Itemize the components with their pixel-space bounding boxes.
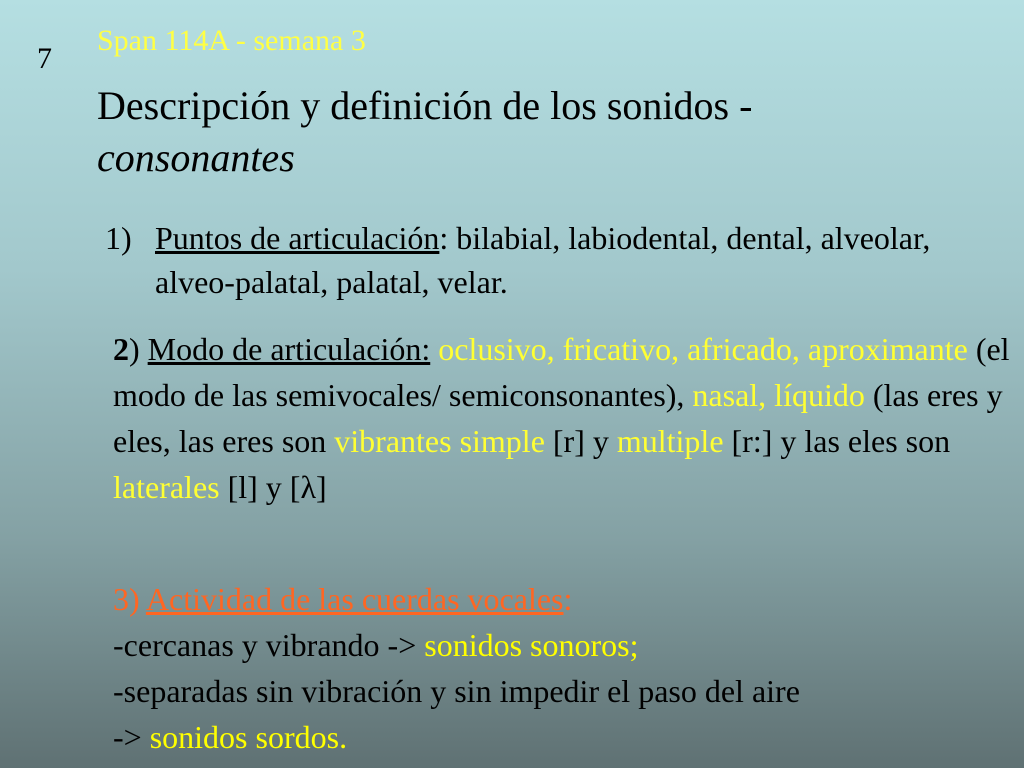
voiceless-desc: -separadas sin vibración y sin impedir el paso del aire	[113, 673, 800, 709]
voiced-label: sonidos sonoros;	[424, 627, 639, 663]
voiced-desc: -cercanas y vibrando ->	[113, 627, 425, 663]
manner-note-2: (las eres y eles, las eres son	[113, 377, 1003, 459]
voiceless-label: sonidos sordos.	[149, 719, 348, 755]
manner-note-3: [r] y	[544, 423, 617, 459]
slide-number: 7	[37, 42, 52, 75]
manner-note-4: [r:] y las eles son	[723, 423, 951, 459]
point-1-text: : bilabial, labiodental, dental, alveolar, alveo-palatal, palatal, velar.	[155, 220, 931, 300]
point-3-colon: :	[563, 581, 573, 617]
slide-title	[97, 80, 997, 184]
title-line-1: Descripción y definición de los sonidos -	[97, 83, 753, 128]
point-1-marker: 1)	[105, 220, 132, 256]
point-2-paren: )	[129, 331, 140, 367]
voiceless-arrow: ->	[113, 719, 150, 755]
point-1-heading: Puntos de articulación	[155, 220, 440, 256]
title-line-2: consonantes	[97, 135, 295, 180]
manner-vibrantes: vibrantes simple	[334, 423, 545, 459]
point-2	[113, 326, 1018, 510]
manner-laterales: laterales	[113, 469, 220, 505]
point-2-heading: Modo de articulación:	[147, 331, 431, 367]
point-3-heading: Actividad de las cuerdas vocales	[145, 581, 564, 617]
manner-note-1: (el modo de las semivocales/ semiconsonantes),	[113, 331, 1010, 413]
point-3	[113, 576, 1018, 760]
point-1	[105, 216, 1005, 304]
point-3-marker: 3)	[113, 581, 140, 617]
manner-list-1: oclusivo, fricativo, africado, aproximante	[438, 331, 968, 367]
manner-multiple: multiple	[616, 423, 724, 459]
manner-list-2: nasal, líquido	[692, 377, 865, 413]
point-2-number: 2	[113, 331, 129, 367]
course-label: Span 114A - semana 3	[97, 24, 366, 57]
manner-note-5: [l] y [λ]	[219, 469, 327, 505]
